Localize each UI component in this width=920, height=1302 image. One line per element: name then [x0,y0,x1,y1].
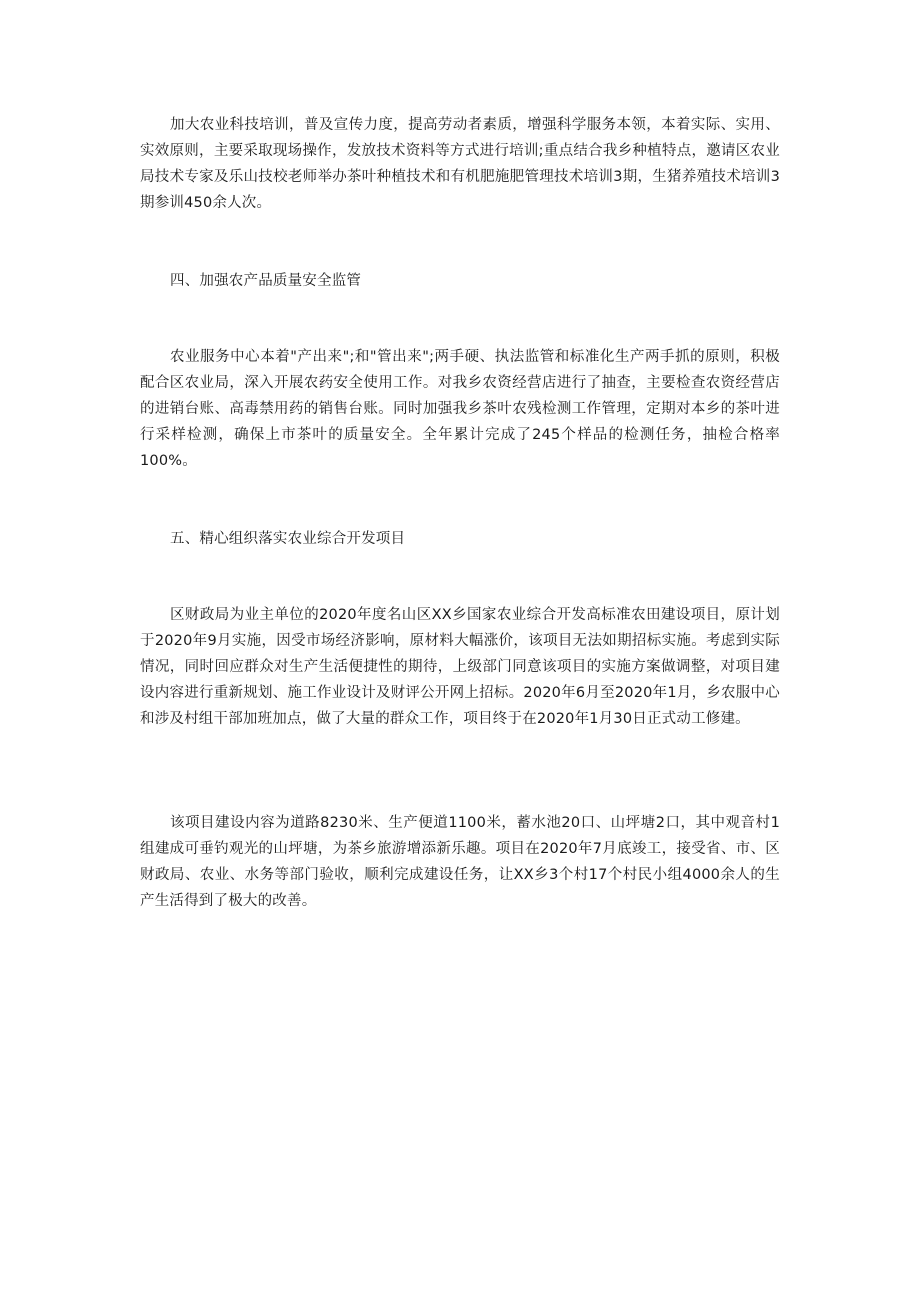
paragraph-project-implementation: 区财政局为业主单位的2020年度名山区XX乡国家农业综合开发高标准农田建设项目，原计划于2020年9月实施，因受市场经济影响，原材料大幅涨价，该项目无法如期招标实施。考虑到实际情况，同时回应群众对生产生活便捷性的期待，上级部门同意该项目的实施方案做调整，对项目建设内容进行重新规划、施工作业设计及财评公开网上招标。2020年6月至2020年1月，乡农服中心和涉及村组干部加班加点，做了大量的群众工作，项目终于在2020年1月30日正式动工修建。 [140,607,780,727]
section-heading-comprehensive-development: 五、精心组织落实农业综合开发项目 [170,531,406,547]
paragraph-training: 加大农业科技培训，普及宣传力度，提高劳动者素质，增强科学服务本领，本着实际、实用、实效原则，主要采取现场操作，发放技术资料等方式进行培训;重点结合我乡种植特点，邀请区农业局技术专家及乐山技校老师举办茶叶种植技术和有机肥施肥管理技术培训3期，生猪养殖技术培训3期参训450余人次。 [140,117,780,211]
paragraph-project-content: 该项目建设内容为道路8230米、生产便道1100米，蓄水池20口、山坪塘2口，其中观音村1组建成可垂钓观光的山坪塘，为茶乡旅游增添新乐趣。项目在2020年7月底竣工，接受省、市、区财政局、农业、水务等部门验收，顺利完成建设任务，让XX乡3个村17个村民小组4000余人的生产生活得到了极大的改善。 [140,815,780,909]
section-heading-quality-safety: 四、加强农产品质量安全监管 [170,273,362,289]
paragraph-quality-safety: 农业服务中心本着"产出来";和"管出来";两手硬、执法监管和标准化生产两手抓的原则，积极配合区农业局，深入开展农药安全使用工作。对我乡农资经营店进行了抽查，主要检查农资经营店的进销台账、高毒禁用药的销售台账。同时加强我乡茶叶农残检测工作管理，定期对本乡的茶叶进行采样检测，确保上市茶叶的质量安全。全年累计完成了245个样品的检测任务，抽检合格率100%。 [140,349,780,469]
